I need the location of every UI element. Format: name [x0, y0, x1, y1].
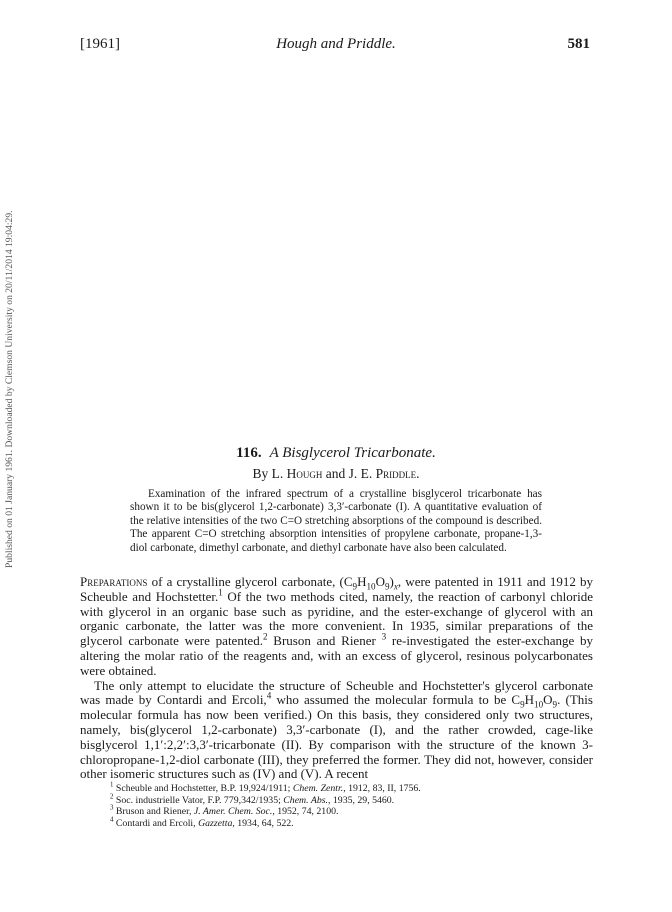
footnote: [110, 795, 590, 807]
paragraph-1: [80, 575, 593, 679]
text-run: ): [389, 574, 394, 589]
ref-marker: 2: [262, 631, 268, 642]
subscript: 9: [520, 699, 525, 710]
byline-and: and: [325, 466, 346, 481]
page-number: 581: [567, 36, 590, 52]
download-note: Published on 01 January 1961. Downloaded by Clemson University on 20/11/2014 19:04:29.: [4, 210, 15, 568]
byline-by: By: [252, 466, 269, 481]
lead-word: Preparations: [80, 574, 148, 589]
text-run: O: [375, 574, 385, 589]
article-title: [0, 445, 672, 462]
abstract: Examination of the infrared spectrum of a crystalline bisglycerol tricarbonate has shown it to be bis(glycerol 1,2-carbonate) 3,3′-carbonate (I). A quantitative evaluation of the relative intensities of the two C=O stretching absorptions of the compound is described. The apparent C=O stretching absorption intensities of propylene carbonate, propane-1,3-diol carbonate, dimethyl carbonate, and diethyl carbonate have also been calculated.: [130, 488, 542, 554]
subscript: 9: [352, 581, 358, 592]
footnote-number: 4: [110, 816, 114, 824]
footnote-text: , 1935, 29, 5460.: [328, 794, 395, 806]
footnote-journal: Chem. Abs.: [283, 794, 328, 806]
footnotes: [110, 783, 590, 829]
text-run: The only attempt to elucidate the structure of Scheuble and Hochstetter's glycerol carbonate was made by Contardi and Ercoli,: [80, 677, 593, 708]
text-run: . (This molecular formula has now been verified.) On this basis, they considered only two structures, namely, bis(glycerol 1,2-carbonate) 3,3′-carbonate (I), and the rather crowded, cage-like bisglycerol 1,1′:2,2′:3,3′-tricarbonate (II). By comparison with the structure of the known 3-chloropropane-1,2-diol carbonate (III), they preferred the former. They did not, however, consider other isomeric structures such as (IV) and (V). A recent: [80, 692, 593, 782]
subscript: 9: [384, 581, 390, 592]
footnote-number: 2: [110, 793, 114, 801]
footnote-text: , 1952, 74, 2100.: [272, 806, 339, 818]
running-title: Hough and Priddle.: [276, 36, 396, 52]
subscript: x: [393, 581, 398, 592]
text-run: O: [543, 692, 553, 708]
text-run: H: [357, 574, 367, 589]
footnote-text: Contardi and Ercoli,: [115, 817, 199, 829]
footnote-text: Bruson and Riener,: [115, 806, 194, 818]
byline: [0, 466, 672, 482]
footnote-journal: Gazzetta: [198, 817, 233, 829]
article-title-text: A Bisglycerol Tricarbonate.: [269, 445, 436, 461]
text-run: re-investigated the ester-exchange by altering the molar ratio of the reagents and, with an excess of glycerol, resinous polycarbonates were obtained.: [80, 633, 594, 678]
subscript: 10: [534, 699, 544, 710]
ref-marker: 3: [381, 631, 387, 642]
ref-marker: 1: [218, 587, 223, 598]
author-1: L. Hough: [271, 466, 323, 481]
footnote-journal: Chem. Zentr.: [292, 783, 344, 794]
footnote-text: , 1912, 83, II, 1756.: [343, 783, 421, 794]
subscript: 10: [366, 581, 376, 592]
author-2: J. E. Priddle.: [348, 466, 420, 481]
footnote: [110, 783, 590, 795]
footnote-text: , 1934, 64, 522.: [232, 817, 294, 829]
text-run: of a crystalline glycerol carbonate, (C: [147, 574, 353, 589]
footnote-text: Scheuble and Hochstetter, B.P. 19,924/1911;: [115, 783, 293, 794]
text-run: Of the two methods cited, namely, the reaction of carbonyl chloride with glycerol in an organic base such as pyridine, and the ester-exchange of glycerol with an organic carbonate, the latter was the more convenient. In 1935, similar preparations of the glycerol carbonate were patented.: [80, 588, 593, 649]
text-run: H: [524, 692, 535, 708]
text-run: Bruson and Riener: [267, 633, 382, 649]
subscript: 9: [552, 699, 558, 710]
paragraph-2: [80, 679, 593, 783]
text-run: who assumed the molecular formula to be C: [271, 692, 521, 708]
body-text: [80, 575, 593, 782]
text-run: , were patented in 1911 and 1912 by Scheuble and Hochstetter.: [80, 574, 593, 604]
footnote-number: 3: [110, 804, 114, 812]
ref-marker: 4: [266, 691, 272, 702]
footnote-journal: J. Amer. Chem. Soc.: [193, 806, 273, 818]
footnote-number: 1: [110, 781, 114, 789]
footnote-text: Soc. industrielle Vator, F.P. 779,342/1935;: [115, 794, 284, 806]
header-year: [1961]: [80, 36, 120, 52]
article-number: 116.: [236, 445, 262, 461]
footnote: [110, 818, 590, 830]
footnote: [110, 806, 590, 818]
